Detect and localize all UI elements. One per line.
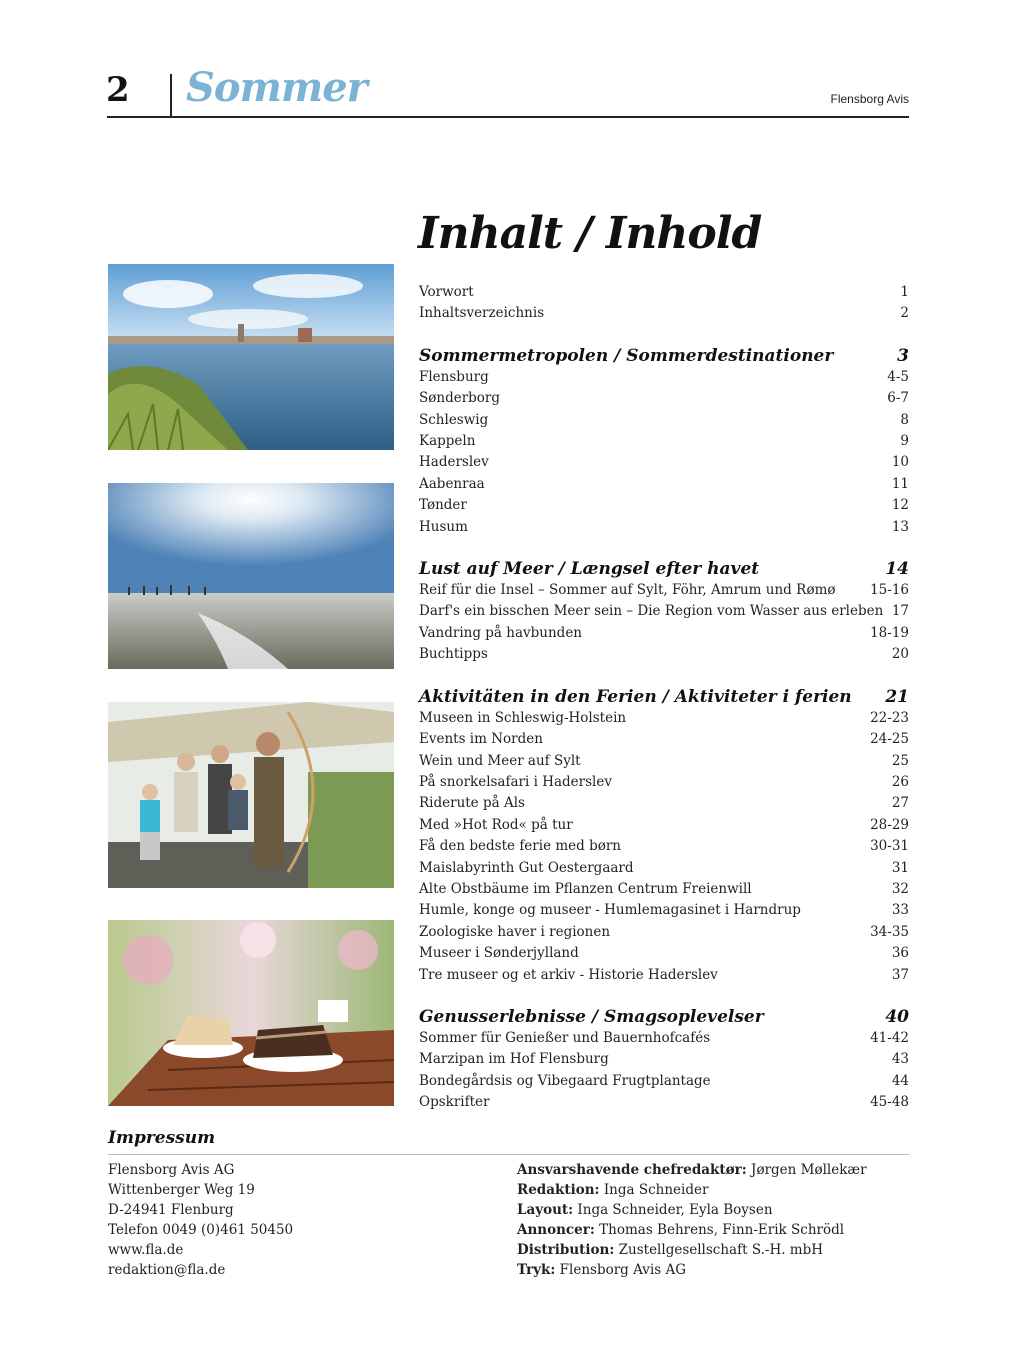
toc-section-heading (419, 1006, 909, 1028)
impressum-person: Inga Schneider (603, 1182, 709, 1198)
impressum-address-line: redaktion@fla.de (108, 1262, 226, 1278)
toc-entry-page: 43 (891, 1051, 909, 1068)
toc-entry-page: 8 (900, 411, 909, 428)
toc-section-heading-title: Genusserlebnisse / Smagsoplevelser (419, 1006, 764, 1027)
toc-entry (419, 601, 909, 622)
impressum-address-line: Wittenberger Weg 19 (108, 1182, 255, 1198)
header-rule (107, 116, 909, 118)
impressum-person: Zustellgesellschaft S.-H. mbH (618, 1242, 824, 1258)
toc-entry-page: 2 (900, 305, 909, 322)
toc-entry (419, 495, 909, 516)
toc-entry-title: Events im Norden (419, 731, 543, 748)
toc-entry-page: 32 (891, 880, 909, 897)
page-number: 2 (106, 70, 130, 110)
toc-entry (419, 729, 909, 750)
toc-entry-page: 20 (891, 646, 909, 663)
toc-section-heading-title: Aktivitäten in den Ferien / Aktiviteter i ferien (419, 686, 852, 707)
toc-entry (419, 1071, 909, 1092)
toc-entry (419, 1092, 909, 1113)
toc-section-heading-page: 14 (885, 559, 909, 580)
toc-entry (419, 580, 909, 601)
toc-entry-title: Få den bedste ferie med børn (419, 838, 621, 855)
toc-entry (419, 452, 909, 473)
toc-entry-page: 4-5 (887, 368, 909, 385)
toc-entry-page: 12 (891, 497, 909, 514)
table-of-contents (419, 282, 909, 1114)
toc-entry (419, 644, 909, 665)
photo-family-archery (108, 702, 394, 888)
toc-entry-title: Opskrifter (419, 1094, 490, 1111)
toc-entry (419, 282, 909, 303)
toc-entry-title: Alte Obstbäume im Pflanzen Centrum Freienwill (419, 880, 752, 897)
toc-entry-title: Vandring på havbunden (419, 624, 583, 641)
impressum-staff-line (517, 1240, 867, 1260)
impressum-person: Flensborg Avis AG (559, 1262, 687, 1278)
toc-entry-title: Tre museer og et arkiv - Historie Haderslev (419, 966, 718, 983)
toc-entry (419, 517, 909, 538)
toc-entry-title: Schleswig (419, 411, 489, 428)
toc-entry-title: Humle, konge og museer - Humlemagasinet i Harndrup (419, 902, 801, 919)
toc-entry (419, 815, 909, 836)
impressum-address-line: D-24941 Flenburg (108, 1202, 234, 1218)
toc-entry-title: Sønderborg (419, 390, 501, 407)
photo-tidal-flats (108, 483, 394, 669)
toc-entry-title: Museer i Sønderjylland (419, 945, 579, 962)
toc-entry-page: 1 (900, 284, 909, 300)
toc-entry (419, 623, 909, 644)
toc-entry (419, 431, 909, 452)
impressum-role: Distribution: (517, 1242, 615, 1258)
toc-entry (419, 303, 909, 324)
toc-entry-title: Wein und Meer auf Sylt (419, 752, 581, 769)
toc-entry-title: Maislabyrinth Gut Oestergaard (419, 859, 634, 876)
toc-entry-title: Marzipan im Hof Flensburg (419, 1051, 609, 1068)
toc-entry (419, 410, 909, 431)
impressum-role: Tryk: (517, 1262, 556, 1278)
toc-entry-page: 28-29 (870, 816, 909, 833)
impressum-staff-line (517, 1200, 867, 1220)
toc-entry (419, 474, 909, 495)
toc-entry-page: 34-35 (870, 923, 909, 940)
publisher-name: Flensborg Avis (830, 92, 909, 106)
toc-entry-page: 30-31 (870, 838, 909, 855)
toc-entry-page: 33 (891, 902, 909, 919)
toc-heading: Inhalt / Inhold (418, 208, 762, 259)
toc-entry (419, 879, 909, 900)
toc-entry-title: Haderslev (419, 454, 489, 471)
toc-section-heading-page: 40 (885, 1006, 909, 1027)
toc-entry-page: 10 (891, 454, 909, 471)
toc-entry-title: Vorwort (419, 284, 474, 300)
toc-entry (419, 922, 909, 943)
toc-entry-title: Zoologiske haver i regionen (419, 923, 611, 940)
toc-entry-title: Aabenraa (419, 475, 485, 492)
toc-entry-page: 17 (891, 603, 909, 620)
toc-entry-title: Museen in Schleswig-Holstein (419, 709, 627, 726)
toc-entry-title: På snorkelsafari i Haderslev (419, 773, 612, 790)
toc-entry (419, 367, 909, 388)
toc-entry-title: Riderute på Als (419, 795, 525, 812)
toc-entry-page: 15-16 (870, 582, 909, 599)
impressum-staff-line (517, 1260, 867, 1280)
impressum-staff-line (517, 1220, 867, 1240)
toc-section-heading-title: Sommermetropolen / Sommerdestinationer (419, 345, 834, 366)
toc-entry-page: 13 (891, 518, 909, 535)
toc-section-heading-page: 3 (897, 345, 909, 366)
toc-entry-title: Sommer für Genießer und Bauernhofcafés (419, 1029, 711, 1046)
impressum-address-line: Flensborg Avis AG (108, 1162, 235, 1178)
toc-entry (419, 836, 909, 857)
impressum-role: Redaktion: (517, 1182, 600, 1198)
toc-entry-page: 6-7 (887, 390, 909, 407)
toc-entry (419, 751, 909, 772)
toc-entry-page: 25 (891, 752, 909, 769)
toc-entry-title: Bondegårdsis og Vibegaard Frugtplantage (419, 1072, 711, 1089)
impressum-role: Ansvarshavende chefredaktør: (517, 1162, 747, 1178)
toc-entry (419, 388, 909, 409)
toc-entry-page: 9 (900, 433, 909, 450)
toc-entry-page: 22-23 (870, 709, 909, 726)
toc-entry-page: 18-19 (870, 624, 909, 641)
impressum-person: Inga Schneider, Eyla Boysen (577, 1202, 773, 1218)
photo-harbor-town (108, 264, 394, 450)
toc-section-heading (419, 686, 909, 708)
impressum-rule (108, 1154, 909, 1155)
toc-section-heading (419, 345, 909, 367)
toc-entry (419, 965, 909, 986)
toc-entry-title: Darf's ein bisschen Meer sein – Die Region vom Wasser aus erleben (419, 603, 884, 620)
impressum-role: Layout: (517, 1202, 574, 1218)
toc-entry-page: 11 (891, 475, 909, 492)
impressum-person: Thomas Behrens, Finn-Erik Schrödl (599, 1222, 845, 1238)
impressum-staff (517, 1160, 867, 1280)
toc-entry-title: Med »Hot Rod« på tur (419, 816, 573, 833)
impressum-role: Annoncer: (517, 1222, 595, 1238)
toc-section-heading-title: Lust auf Meer / Længsel efter havet (419, 559, 760, 580)
toc-entry-title: Inhaltsverzeichnis (419, 305, 545, 322)
toc-entry-page: 37 (891, 966, 909, 983)
impressum-address-line: www.fla.de (108, 1242, 184, 1258)
magazine-title: Sommer (186, 64, 367, 111)
toc-entry-title: Tønder (419, 497, 467, 514)
toc-entry-page: 44 (891, 1072, 909, 1089)
toc-entry (419, 1028, 909, 1049)
impressum-person: Jørgen Møllekær (751, 1162, 867, 1178)
toc-entry (419, 1049, 909, 1070)
toc-entry-title: Husum (419, 518, 468, 535)
toc-entry-page: 36 (891, 945, 909, 962)
toc-section-heading (419, 558, 909, 580)
toc-entry-title: Buchtipps (419, 646, 488, 663)
toc-entry (419, 943, 909, 964)
impressum-staff-line (517, 1160, 867, 1180)
toc-entry (419, 858, 909, 879)
toc-entry (419, 708, 909, 729)
toc-entry-page: 26 (891, 773, 909, 790)
toc-entry-title: Flensburg (419, 368, 489, 385)
toc-entry-page: 24-25 (870, 731, 909, 748)
toc-entry-title: Reif für die Insel – Sommer auf Sylt, Föhr, Amrum und Rømø (419, 582, 836, 599)
impressum-staff-line (517, 1180, 867, 1200)
toc-entry (419, 772, 909, 793)
toc-entry (419, 793, 909, 814)
impressum-address (108, 1160, 293, 1280)
toc-entry-page: 31 (891, 859, 909, 876)
toc-entry (419, 900, 909, 921)
impressum-address-line: Telefon 0049 (0)461 50450 (108, 1222, 294, 1238)
toc-entry-title: Kappeln (419, 433, 476, 450)
impressum-title: Impressum (108, 1128, 216, 1148)
toc-section-heading-page: 21 (885, 686, 909, 707)
photo-cakes-table (108, 920, 394, 1106)
toc-entry-page: 41-42 (870, 1029, 909, 1046)
header-vertical-divider (170, 74, 172, 116)
toc-entry-page: 27 (891, 795, 909, 812)
toc-entry-page: 45-48 (870, 1094, 909, 1111)
